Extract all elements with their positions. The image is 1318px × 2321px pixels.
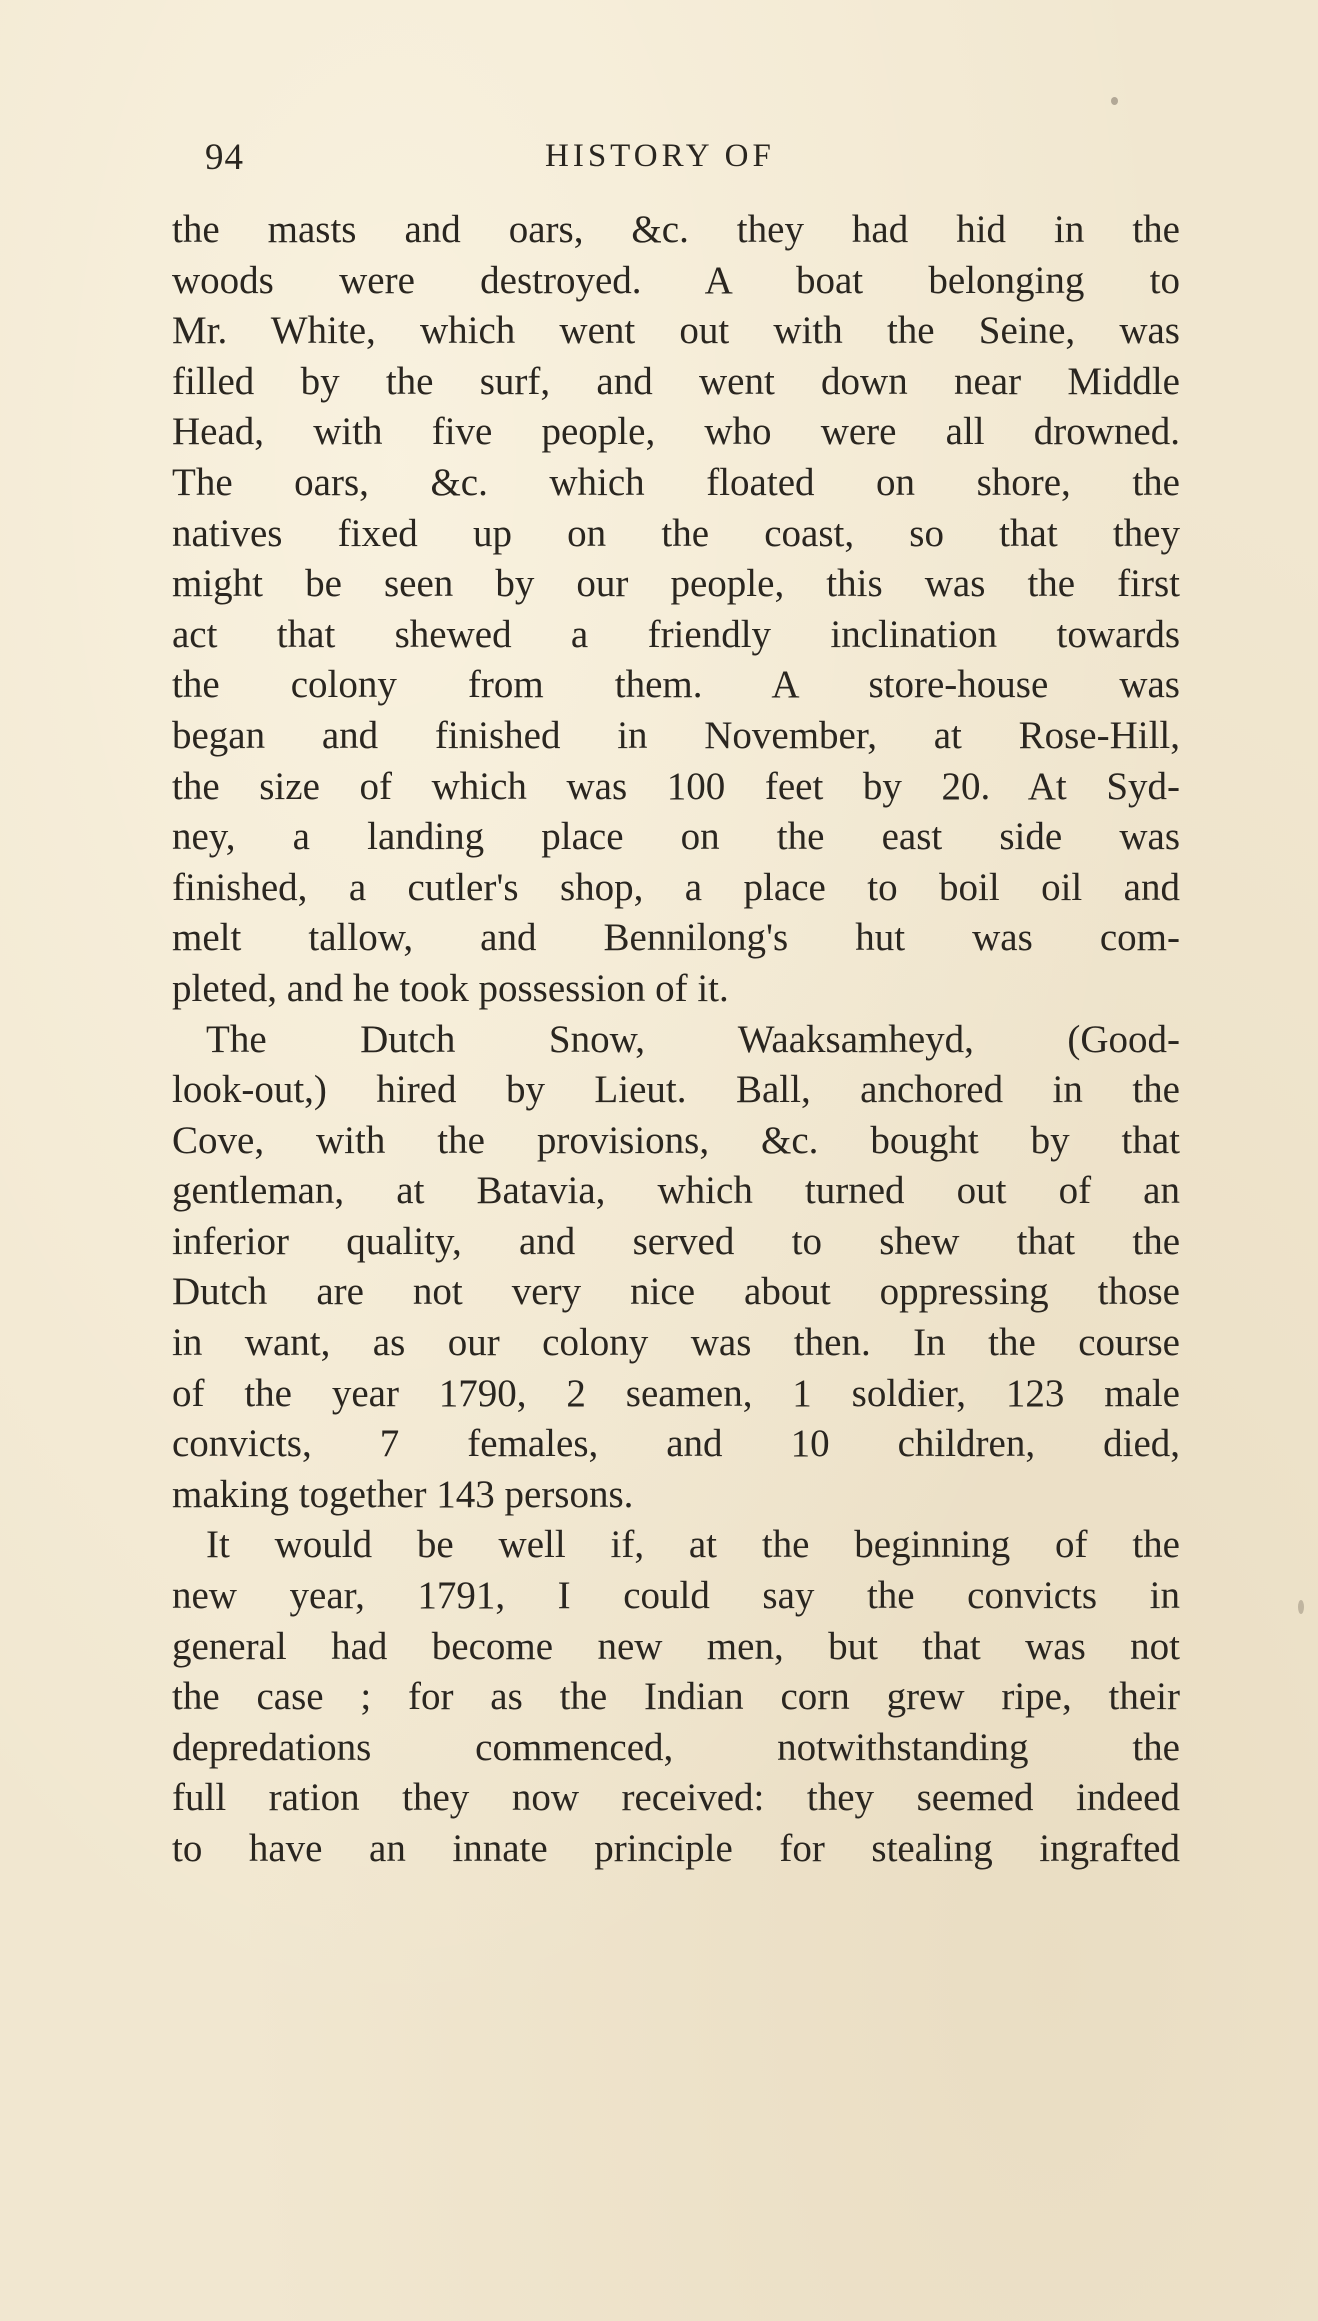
text-line: act that shewed a friendly inclination towards: [172, 612, 1180, 656]
page-header: [205, 136, 1185, 186]
text-line: inferior quality, and served to shew that the: [172, 1219, 1180, 1263]
text-line: of the year 1790, 2 seamen, 1 soldier, 123 male: [172, 1371, 1180, 1415]
text-line: look-out,) hired by Lieut. Ball, anchored in the: [172, 1068, 1180, 1112]
text-line: began and finished in November, at Rose-Hill,: [172, 713, 1180, 757]
body-text: [172, 205, 1180, 1875]
text-line: filled by the surf, and went down near Middle: [172, 359, 1180, 403]
text-line: to have an innate principle for stealing ingrafted: [172, 1827, 1180, 1870]
text-line: in want, as our colony was then. In the course: [172, 1321, 1180, 1365]
text-line: full ration they now received: they seemed indeed: [172, 1776, 1180, 1820]
text-line: pleted, and he took possession of it.: [172, 966, 729, 1010]
text-line: It would be well if, at the beginning of the: [206, 1523, 1180, 1567]
text-line: the colony from them. A store-house was: [172, 663, 1180, 707]
text-line: Head, with five people, who were all drowned.: [172, 410, 1180, 454]
text-line: Cove, with the provisions, &c. bought by that: [172, 1118, 1180, 1162]
page-number: 94: [205, 137, 244, 178]
text-line: ney, a landing place on the east side was: [172, 815, 1180, 859]
paper-speck: [1111, 97, 1118, 105]
text-line: The Dutch Snow, Waaksamheyd, (Good-: [206, 1017, 1180, 1061]
text-line: The oars, &c. which floated on shore, the: [172, 460, 1180, 504]
running-head: HISTORY OF: [545, 138, 775, 174]
text-line: convicts, 7 females, and 10 children, died,: [172, 1422, 1180, 1466]
text-line: the masts and oars, &c. they had hid in the: [172, 208, 1180, 251]
text-line: might be seen by our people, this was the first: [172, 562, 1180, 606]
text-line: making together 143 persons.: [172, 1472, 634, 1516]
text-line: natives fixed up on the coast, so that they: [172, 511, 1180, 555]
text-line: Mr. White, which went out with the Seine, was: [172, 309, 1180, 353]
text-line: general had become new men, but that was not: [172, 1624, 1180, 1668]
paper-speck: [1298, 1600, 1304, 1614]
text-line: melt tallow, and Bennilong's hut was com-: [172, 916, 1180, 960]
text-line: gentleman, at Batavia, which turned out of an: [172, 1169, 1180, 1213]
text-line: finished, a cutler's shop, a place to boil oil and: [172, 865, 1180, 909]
text-line: the case ; for as the Indian corn grew ripe, their: [172, 1675, 1180, 1719]
text-line: new year, 1791, I could say the convicts in: [172, 1574, 1180, 1618]
text-line: woods were destroyed. A boat belonging to: [172, 258, 1180, 302]
text-line: Dutch are not very nice about oppressing those: [172, 1270, 1180, 1314]
text-line: the size of which was 100 feet by 20. At Syd-: [172, 764, 1180, 808]
text-line: depredations commenced, notwithstanding the: [172, 1725, 1180, 1769]
